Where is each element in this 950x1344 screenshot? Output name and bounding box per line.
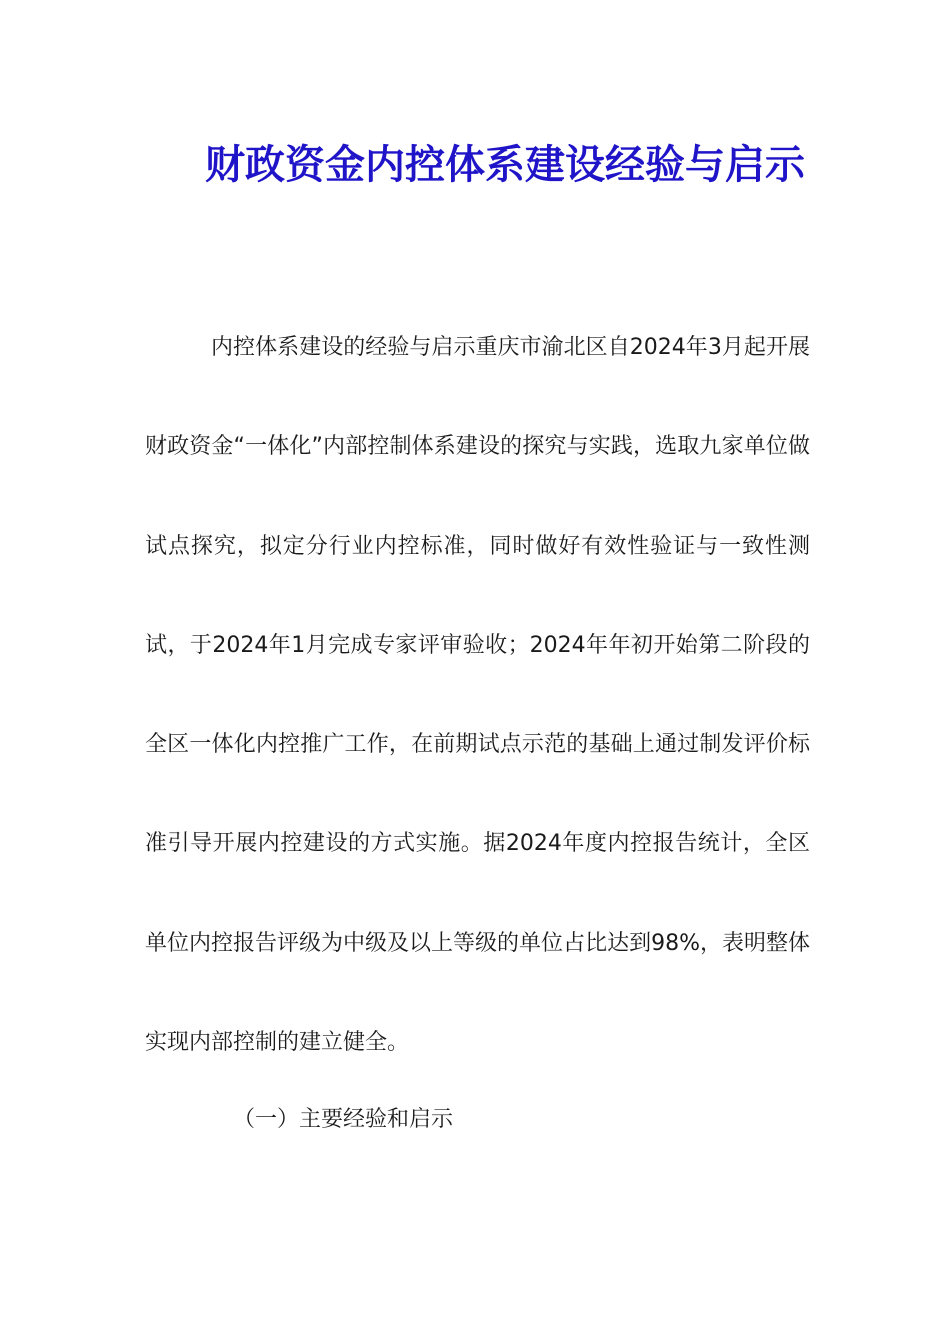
document-title: 财政资金内控体系建设经验与启示: [205, 142, 805, 188]
body-paragraph: 内控体系建设的经验与启示重庆市渝北区自2024年3月起开展财政资金“一体化”内部控制体系建设的探究与实践，选取九家单位做试点探究，拟定分行业内控标准，同时做好有效性验证与一致性测试，于2024年1月完成专家评审验收；2024年年初开始第二阶段的全区一体化内控推广工作，在前期试点示范的基础上通过制发评价标准引导开展内控建设的方式实施。据2024年度内控报告统计，全区单位内控报告评级为中级及以上等级的单位占比达到98%，表明整体实现内部控制的建立健全。: [145, 335, 810, 1056]
section-heading: （一）主要经验和启示: [233, 1107, 454, 1132]
